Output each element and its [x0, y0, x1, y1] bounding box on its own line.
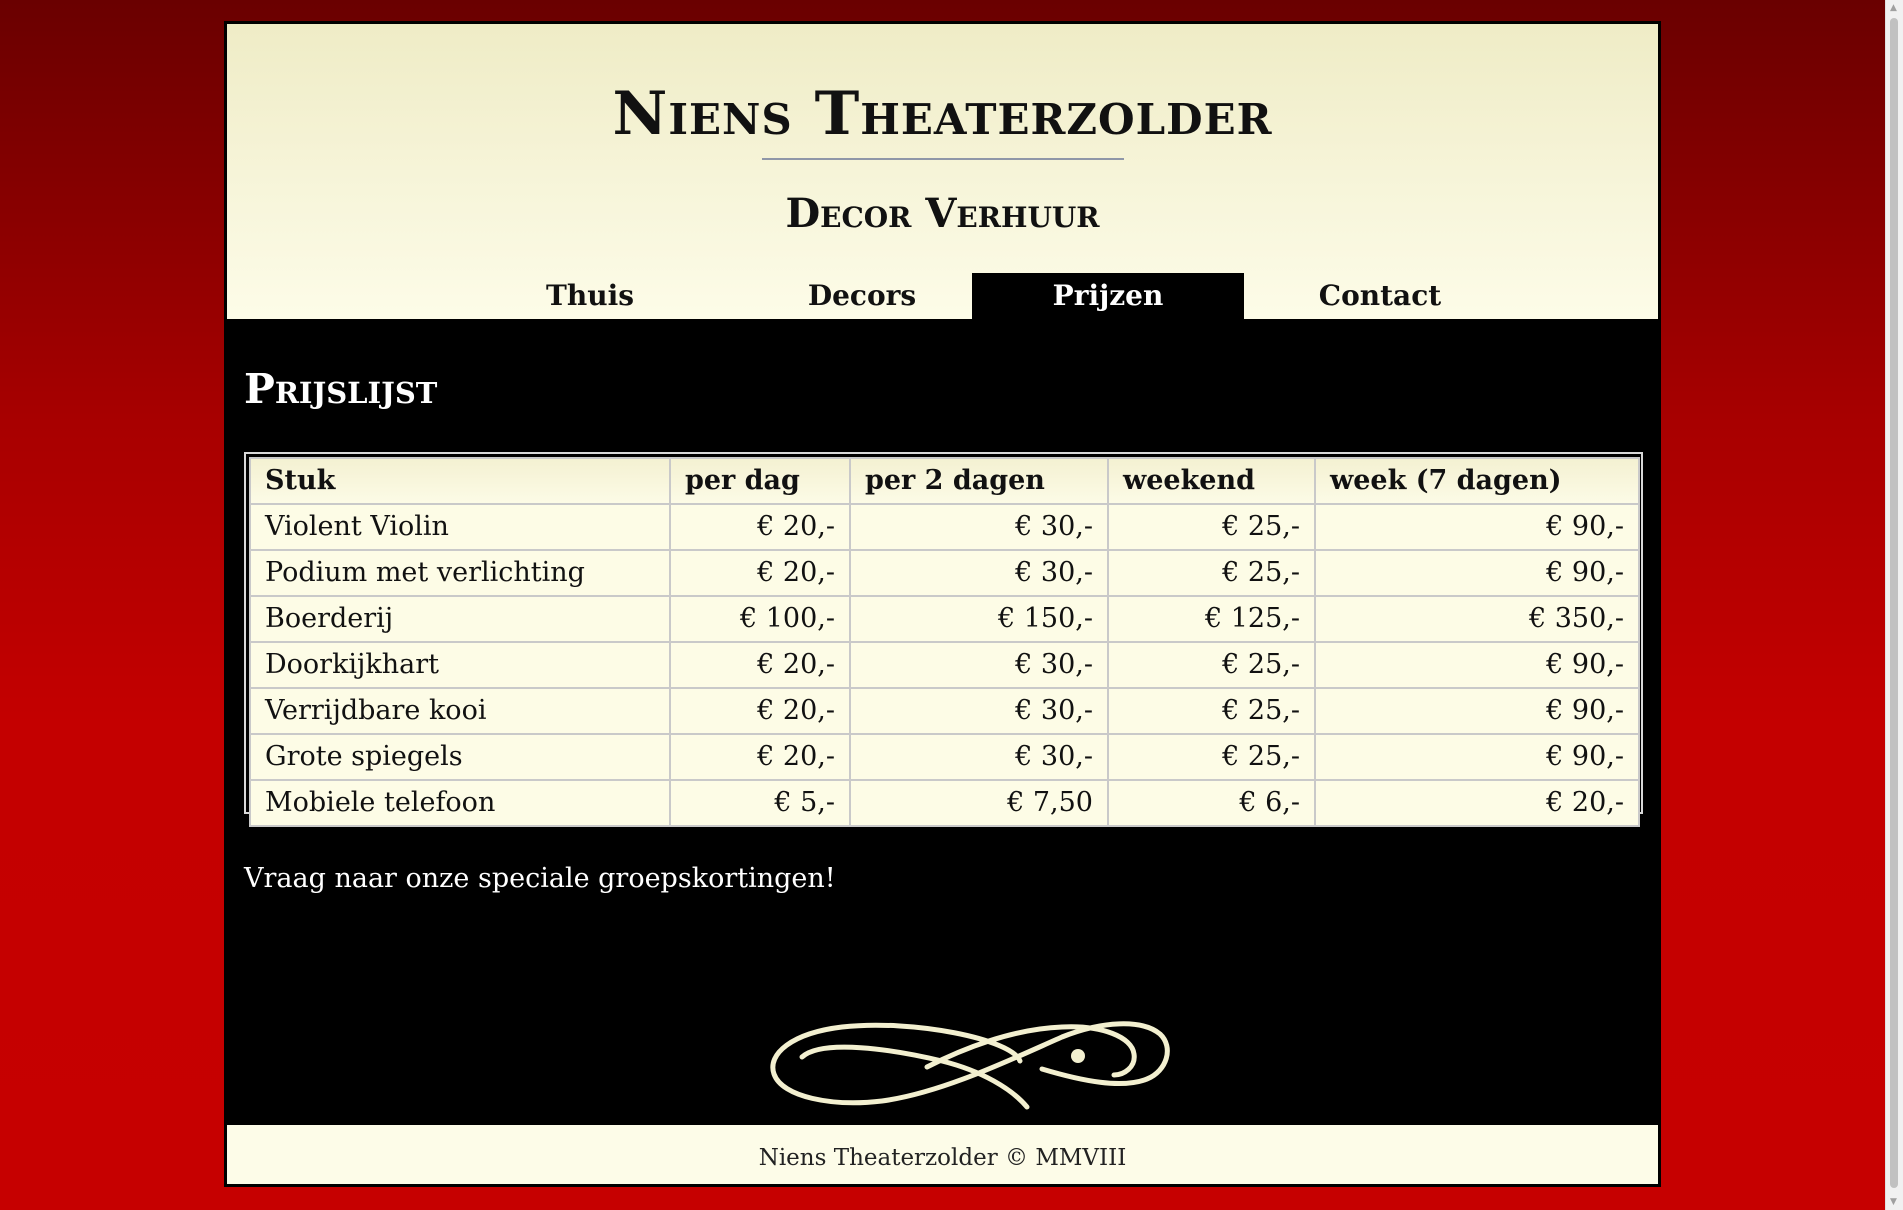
scrollbar-thumb[interactable] [1890, 18, 1898, 1188]
table-row [250, 780, 1639, 826]
price-cell: € 25,- [1108, 734, 1315, 780]
table-row [250, 688, 1639, 734]
flourish-ornament-icon [762, 979, 1182, 1119]
item-name-cell: Violent Violin [250, 504, 670, 550]
column-header-weekend: weekend [1108, 458, 1315, 504]
price-cell: € 90,- [1315, 550, 1639, 596]
price-cell: € 90,- [1315, 504, 1639, 550]
price-cell: € 125,- [1108, 596, 1315, 642]
group-discount-note: Vraag naar onze speciale groepskortingen! [244, 863, 836, 894]
table-row [250, 504, 1639, 550]
nav-item-contact[interactable]: Contact [1318, 279, 1442, 312]
price-cell: € 25,- [1108, 504, 1315, 550]
price-cell: € 100,- [670, 596, 850, 642]
site-title: Niens Theaterzolder [612, 79, 1273, 149]
price-cell: € 25,- [1108, 550, 1315, 596]
site-footer: Niens Theaterzolder © MMVIII [227, 1125, 1658, 1184]
price-cell: € 25,- [1108, 688, 1315, 734]
table-row [250, 642, 1639, 688]
price-cell: € 20,- [670, 504, 850, 550]
price-cell: € 20,- [670, 734, 850, 780]
nav-item-decors[interactable]: Decors [807, 279, 917, 312]
item-name-cell: Verrijdbare kooi [250, 688, 670, 734]
price-table-frame [244, 452, 1643, 818]
price-cell: € 7,50 [850, 780, 1108, 826]
table-header-row [250, 458, 1639, 504]
price-cell: € 20,- [670, 550, 850, 596]
price-cell: € 5,- [670, 780, 850, 826]
price-table [249, 457, 1640, 827]
price-cell: € 25,- [1108, 642, 1315, 688]
price-cell: € 30,- [850, 734, 1108, 780]
price-cell: € 30,- [850, 504, 1108, 550]
column-header-week: week (7 dagen) [1315, 458, 1639, 504]
price-cell: € 30,- [850, 688, 1108, 734]
main-nav [227, 273, 1658, 319]
price-cell: € 150,- [850, 596, 1108, 642]
item-name-cell: Podium met verlichting [250, 550, 670, 596]
site-subtitle: Decor Verhuur [785, 190, 1100, 237]
column-header-per-day: per dag [670, 458, 850, 504]
price-cell: € 90,- [1315, 688, 1639, 734]
site-header [227, 24, 1658, 319]
scroll-down-arrow-icon[interactable]: ▼ [1890, 1197, 1897, 1207]
item-name-cell: Doorkijkhart [250, 642, 670, 688]
nav-item-thuis[interactable]: Thuis [546, 279, 634, 312]
price-cell: € 90,- [1315, 642, 1639, 688]
page-title: Prijslijst [244, 365, 438, 413]
price-cell: € 20,- [670, 642, 850, 688]
table-row [250, 550, 1639, 596]
price-cell: € 20,- [1315, 780, 1639, 826]
price-cell: € 30,- [850, 550, 1108, 596]
price-cell: € 30,- [850, 642, 1108, 688]
item-name-cell: Boerderij [250, 596, 670, 642]
title-divider [762, 158, 1124, 160]
nav-item-prijzen[interactable]: Prijzen [972, 273, 1244, 319]
column-header-item: Stuk [250, 458, 670, 504]
item-name-cell: Mobiele telefoon [250, 780, 670, 826]
scroll-up-arrow-icon[interactable]: ▲ [1890, 3, 1897, 13]
column-header-per-2-days: per 2 dagen [850, 458, 1108, 504]
price-cell: € 90,- [1315, 734, 1639, 780]
page-container [224, 21, 1661, 1187]
vertical-scrollbar[interactable] [1885, 0, 1903, 1210]
price-cell: € 6,- [1108, 780, 1315, 826]
item-name-cell: Grote spiegels [250, 734, 670, 780]
table-row [250, 734, 1639, 780]
price-cell: € 20,- [670, 688, 850, 734]
table-row [250, 596, 1639, 642]
price-cell: € 350,- [1315, 596, 1639, 642]
